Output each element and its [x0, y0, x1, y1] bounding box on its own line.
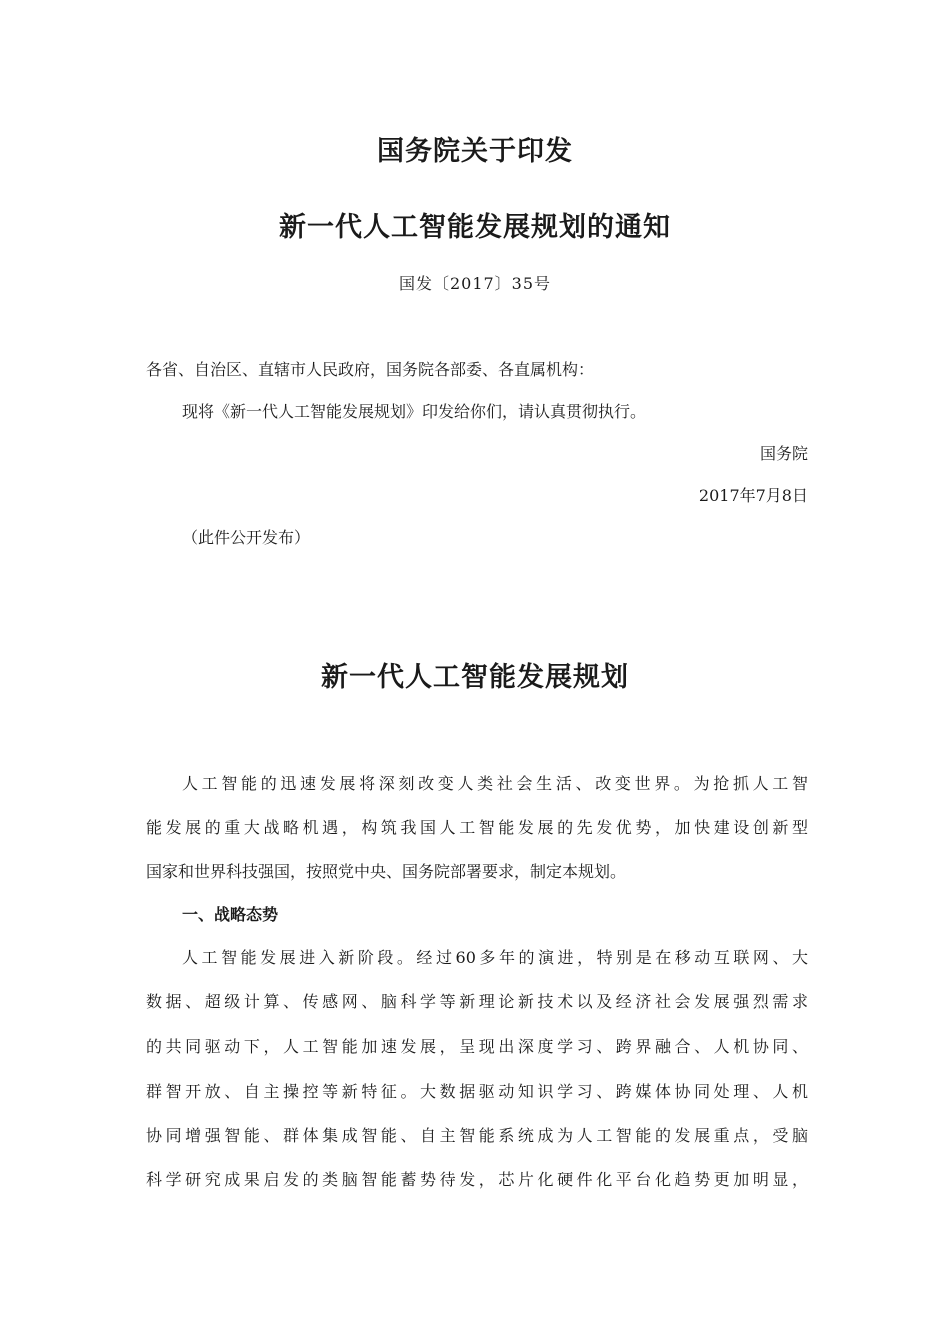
plan-title: 新一代人工智能发展规划 — [321, 662, 629, 693]
intro-paragraph-line: 国家和世界科技强国，按照党中央、国务院部署要求，制定本规划。 — [146, 862, 627, 881]
publication-note: （此件公开发布） — [182, 528, 311, 547]
salutation: 各省、自治区、直辖市人民政府，国务院各部委、各直属机构： — [146, 360, 595, 379]
document-number: 国发〔2017〕35号 — [398, 274, 552, 293]
notice-title-line1: 国务院关于印发 — [377, 136, 573, 167]
section-paragraph-line: 协同增强智能、群体集成智能、自主智能系统成为人工智能的发展重点，受脑 — [146, 1126, 808, 1145]
section-paragraph-line: 的共同驱动下，人工智能加速发展，呈现出深度学习、跨界融合、人机协同、 — [146, 1037, 808, 1056]
notice-body: 现将《新一代人工智能发展规划》印发给你们，请认真贯彻执行。 — [182, 402, 647, 421]
section-paragraph-line: 群智开放、自主操控等新特征。大数据驱动知识学习、跨媒体协同处理、人机 — [146, 1082, 808, 1101]
issue-date: 2017年7月8日 — [698, 486, 808, 505]
notice-title-line2: 新一代人工智能发展规划的通知 — [279, 212, 671, 243]
section-paragraph-line: 人工智能发展进入新阶段。经过60多年的演进，特别是在移动互联网、大 — [182, 948, 808, 967]
intro-paragraph-line: 能发展的重大战略机遇，构筑我国人工智能发展的先发优势，加快建设创新型 — [146, 818, 808, 837]
intro-paragraph-line: 人工智能的迅速发展将深刻改变人类社会生活、改变世界。为抢抓人工智 — [182, 774, 808, 793]
issuer: 国务院 — [759, 444, 808, 463]
section-paragraph-line: 科学研究成果启发的类脑智能蓄势待发，芯片化硬件化平台化趋势更加明显， — [146, 1170, 808, 1189]
section-paragraph-line: 数据、超级计算、传感网、脑科学等新理论新技术以及经济社会发展强烈需求 — [146, 992, 808, 1011]
section-heading: 一、战略态势 — [182, 905, 279, 924]
